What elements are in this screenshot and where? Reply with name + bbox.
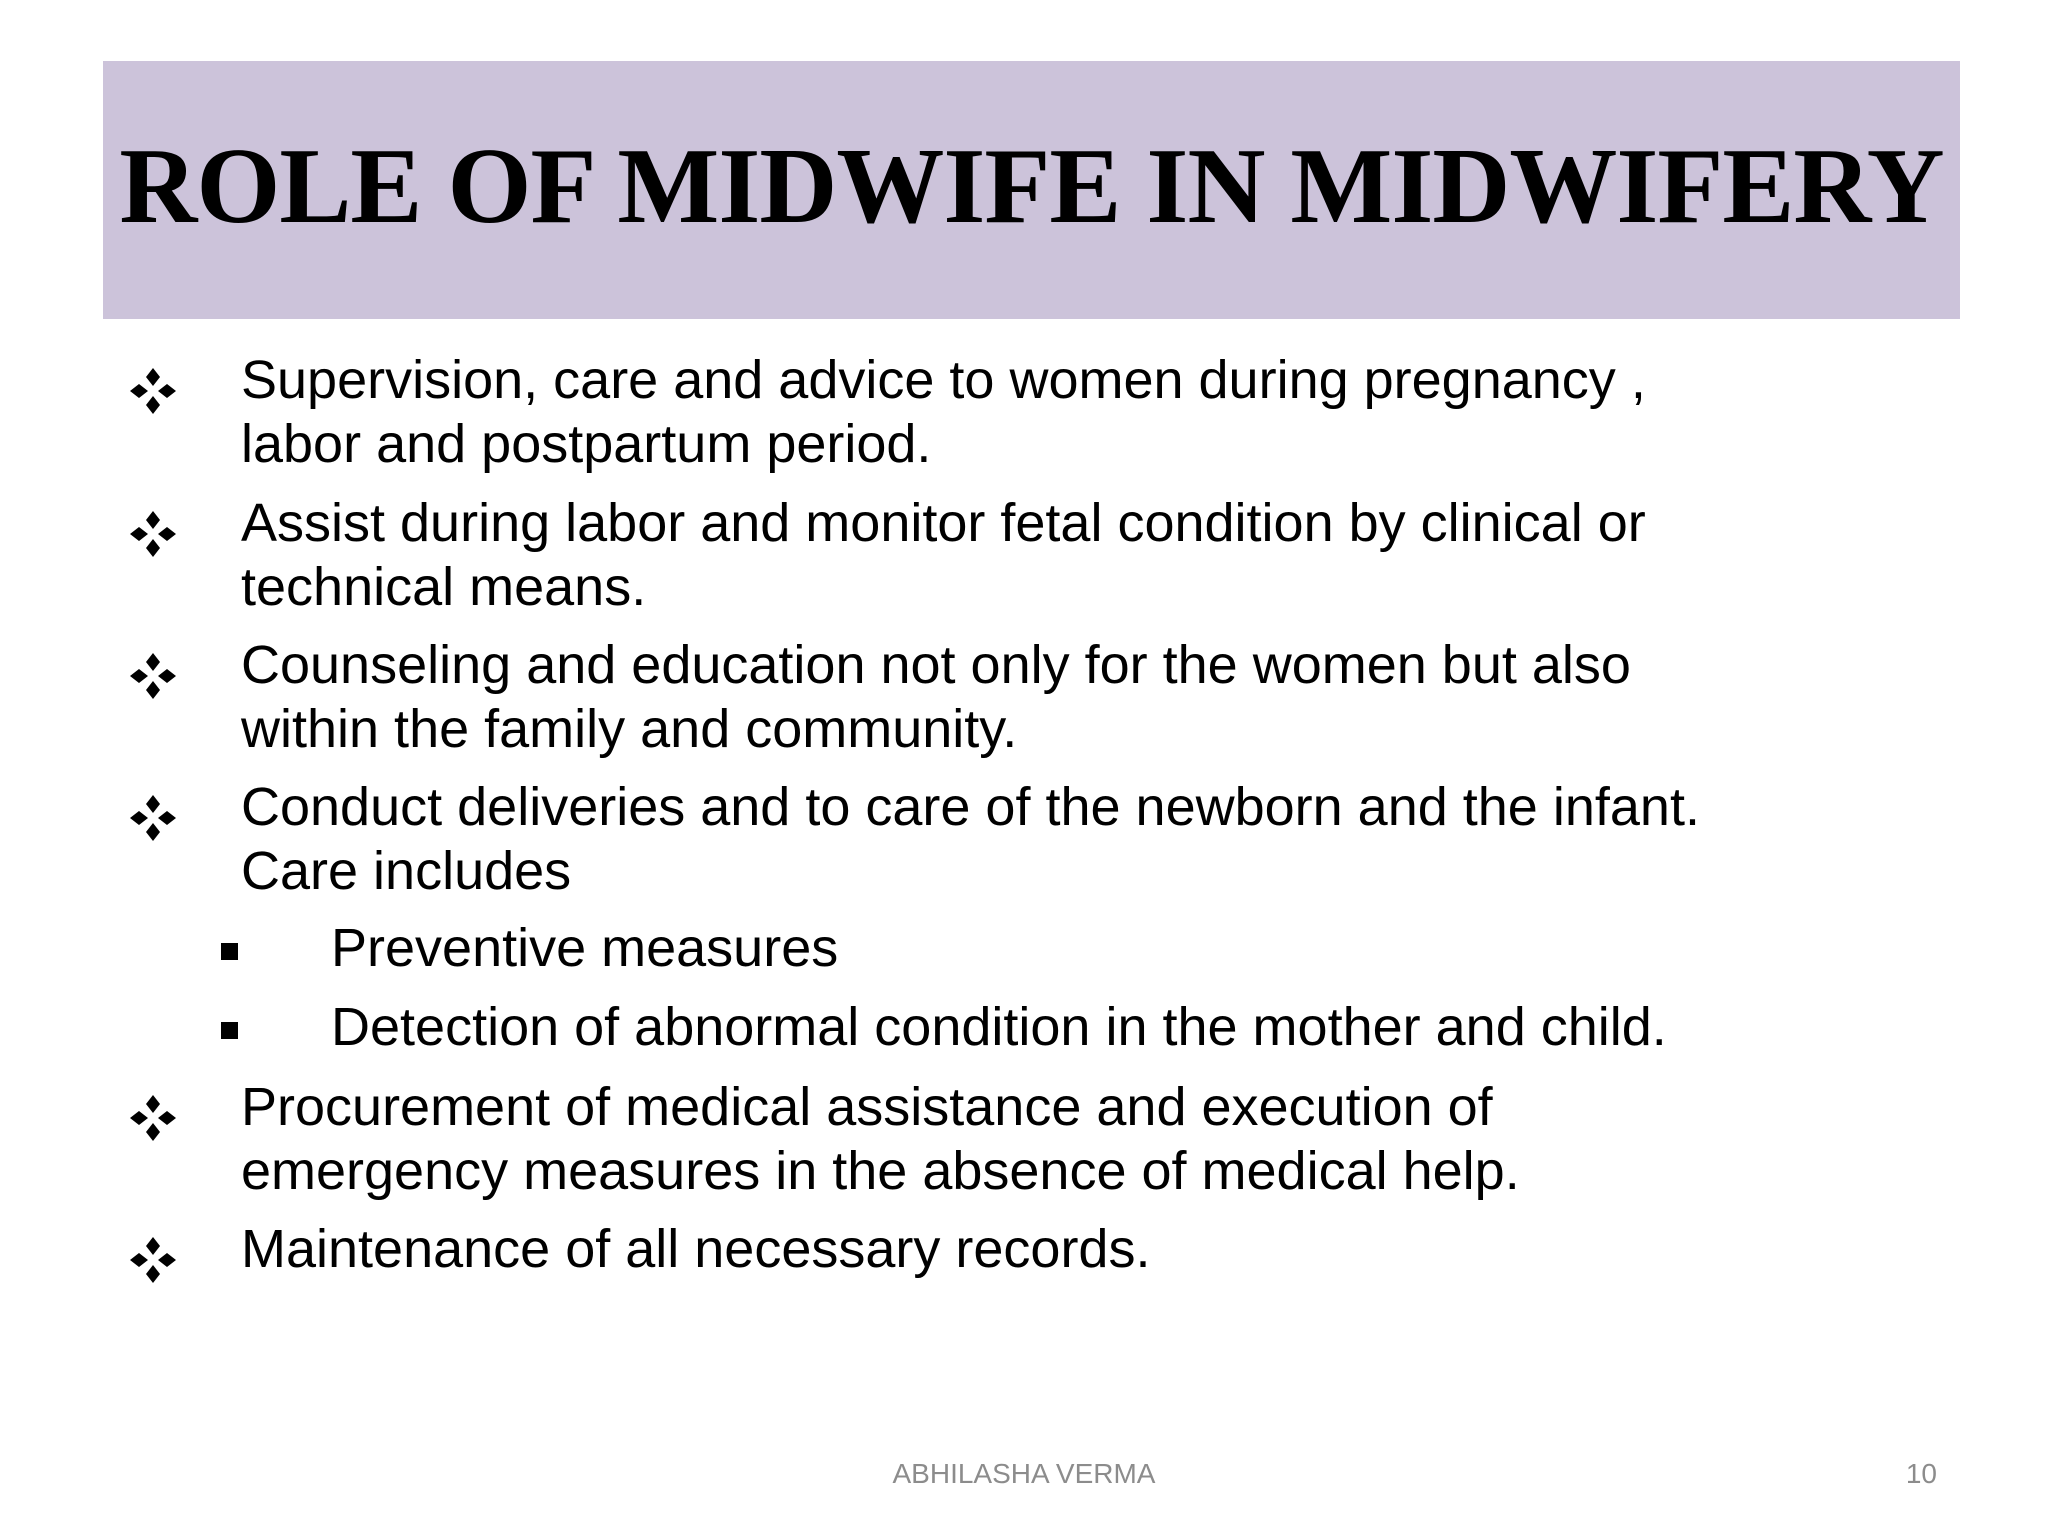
four-diamond-bullet-icon: [128, 651, 178, 701]
page-number: 10: [1905, 1458, 1937, 1489]
four-diamond-bullet-icon: [128, 366, 178, 416]
four-diamond-bullet-icon: [128, 1093, 178, 1143]
four-diamond-bullet-icon: [128, 793, 178, 843]
bullet-text: Supervision, care and advice to women during pregnancy , labor and postpartum period.: [241, 350, 1646, 474]
bullet-text: Conduct deliveries and to care of the newborn and the infant. Care includes: [241, 777, 1700, 901]
footer-author: ABHILASHA VERMA: [892, 1458, 1156, 1489]
sub-bullet-text: Detection of abnormal condition in the mother and child.: [331, 997, 1667, 1057]
bullet-text: Procurement of medical assistance and execution of emergency measures in the absence of medical help.: [241, 1077, 1520, 1201]
slide-title: ROLE OF MIDWIFE IN MIDWIFERY: [119, 127, 1944, 246]
bullet-text: Maintenance of all necessary records.: [241, 1219, 1151, 1279]
bullet-text: Counseling and education not only for the women but also within the family and community.: [241, 635, 1631, 759]
bullet-text: Assist during labor and monitor fetal condition by clinical or technical means.: [241, 493, 1646, 617]
sub-bullet-text: Preventive measures: [331, 918, 839, 978]
square-bullet-icon: [221, 1022, 238, 1039]
four-diamond-bullet-icon: [128, 509, 178, 559]
square-bullet-icon: [221, 943, 238, 960]
four-diamond-bullet-icon: [128, 1235, 178, 1285]
